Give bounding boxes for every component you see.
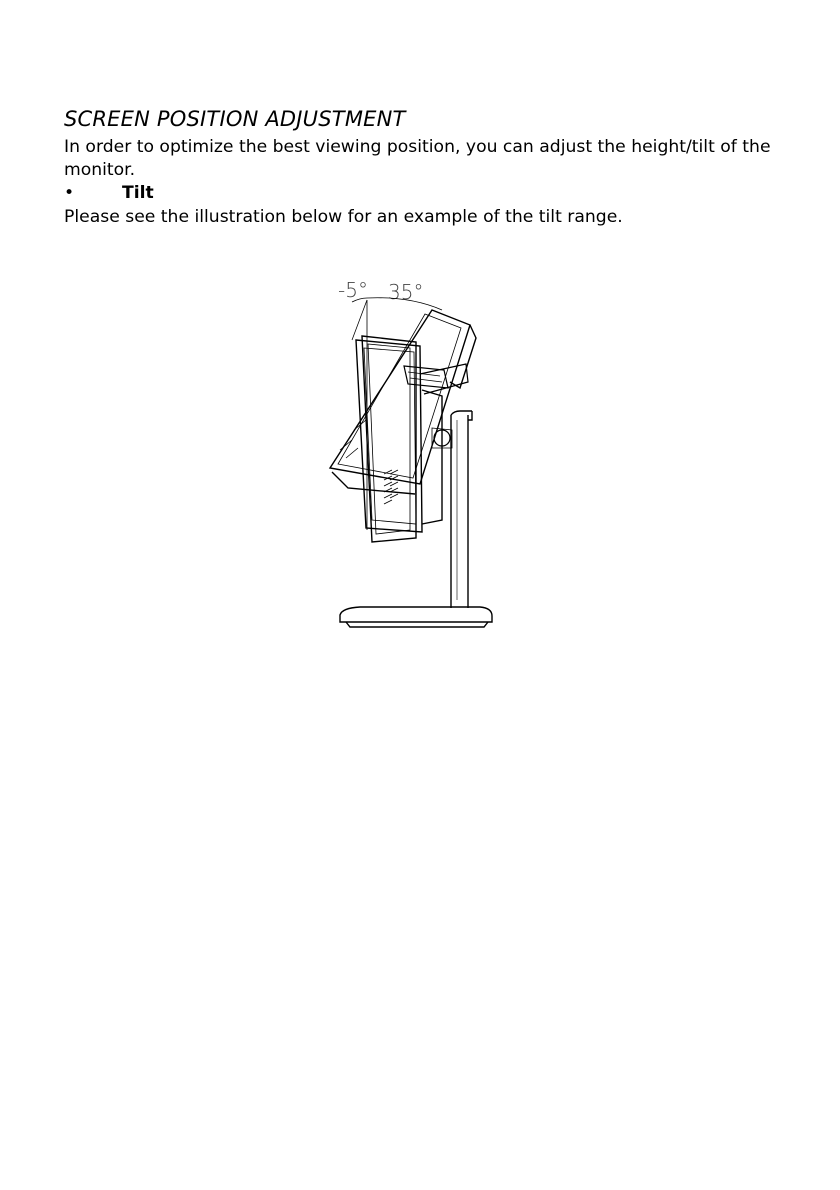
angle-label-forward: 35° <box>388 280 424 304</box>
back-tilt-line <box>352 300 367 340</box>
stand-column <box>451 411 472 608</box>
angle-label-back: -5° <box>338 278 368 302</box>
bullet-label: Tilt <box>122 183 154 203</box>
bullet-symbol: • <box>64 183 75 203</box>
stand-base <box>340 607 492 627</box>
monitor-tilt-diagram <box>320 270 520 635</box>
monitor-forward-tilt <box>330 310 476 494</box>
section-title: SCREEN POSITION ADJUSTMENT <box>64 107 406 131</box>
intro-paragraph: In order to optimize the best viewing position, you can adjust the height/tilt of the monitor. <box>64 137 771 180</box>
illustration-caption: Please see the illustration below for an example of the tilt range. <box>64 207 623 227</box>
tilt-illustration <box>320 270 520 635</box>
bullet-item-tilt <box>64 182 154 205</box>
